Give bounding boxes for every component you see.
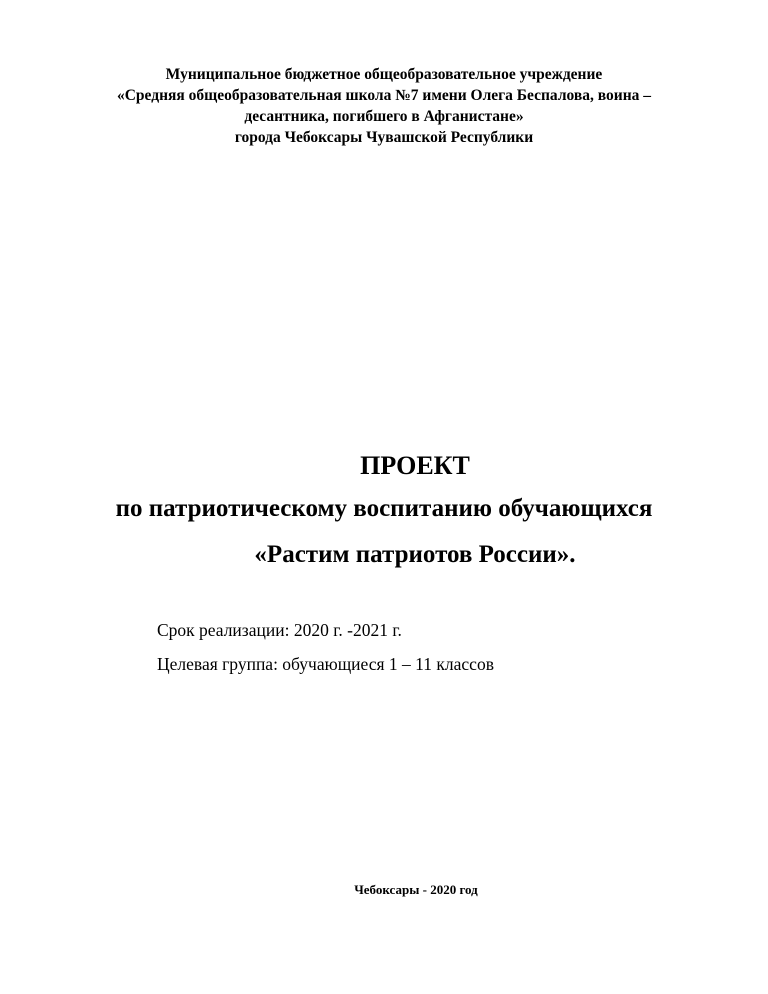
project-title-block [20, 448, 748, 573]
header-line-1: Муниципальное бюджетное общеобразовательное учреждение [165, 66, 603, 83]
header-line-2: «Средняя общеобразовательная школа №7 имени Олега Беспалова, воина – [116, 87, 652, 104]
project-title: ПРОЕКТ [360, 451, 470, 480]
implementation-period: Срок реализации: 2020 г. -2021 г. [157, 620, 402, 640]
header-line-3: десантника, погибшего в Афганистане» [244, 108, 524, 125]
target-group: Целевая группа: обучающиеся 1 – 11 классов [157, 654, 494, 674]
institution-header [60, 64, 708, 148]
project-subtitle: по патриотическому воспитанию обучающихся [115, 495, 653, 522]
project-name: «Растим патриотов России». [254, 541, 576, 568]
header-line-4: города Чебоксары Чувашской Республики [234, 129, 534, 146]
project-meta [157, 613, 494, 681]
footer-place-year: Чебоксары - 2020 год [354, 882, 478, 897]
